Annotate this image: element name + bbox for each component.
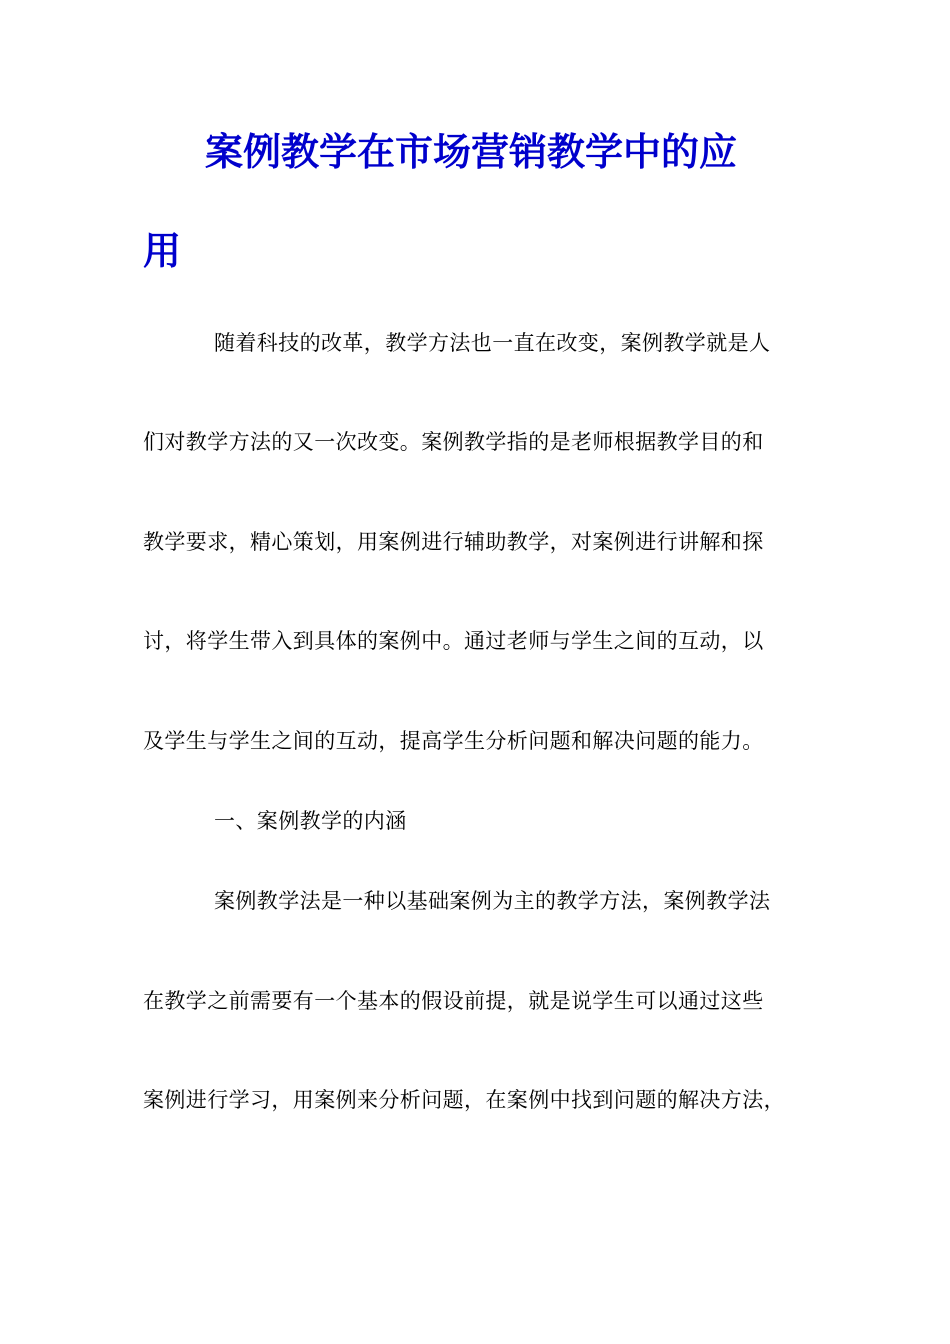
- paragraph-1-line-2: 们对教学方法的又一次改变。案例教学指的是老师根据教学目的和: [143, 430, 764, 454]
- paragraph-2-line-1: 案例教学法是一种以基础案例为主的教学方法，案例教学法: [214, 889, 771, 913]
- section-heading-1: 一、案例教学的内涵: [214, 809, 407, 833]
- paragraph-1-line-1: 随着科技的改革，教学方法也一直在改变，案例教学就是人: [214, 331, 771, 355]
- paragraph-2-line-3: 案例进行学习，用案例来分析问题，在案例中找到问题的解决方法，: [143, 1088, 785, 1112]
- paragraph-1-line-3: 教学要求，精心策划，用案例进行辅助教学，对案例进行讲解和探: [143, 530, 764, 554]
- paragraph-1-line-4: 讨，将学生带入到具体的案例中。通过老师与学生之间的互动，以: [143, 629, 764, 653]
- document-title-line-2: 用: [143, 229, 182, 273]
- document-title-line-1: 案例教学在市场营销教学中的应: [205, 130, 738, 174]
- paragraph-1-line-5: 及学生与学生之间的互动，提高学生分析问题和解决问题的能力。: [143, 729, 764, 753]
- paragraph-2-line-2: 在教学之前需要有一个基本的假设前提，就是说学生可以通过这些: [143, 989, 764, 1013]
